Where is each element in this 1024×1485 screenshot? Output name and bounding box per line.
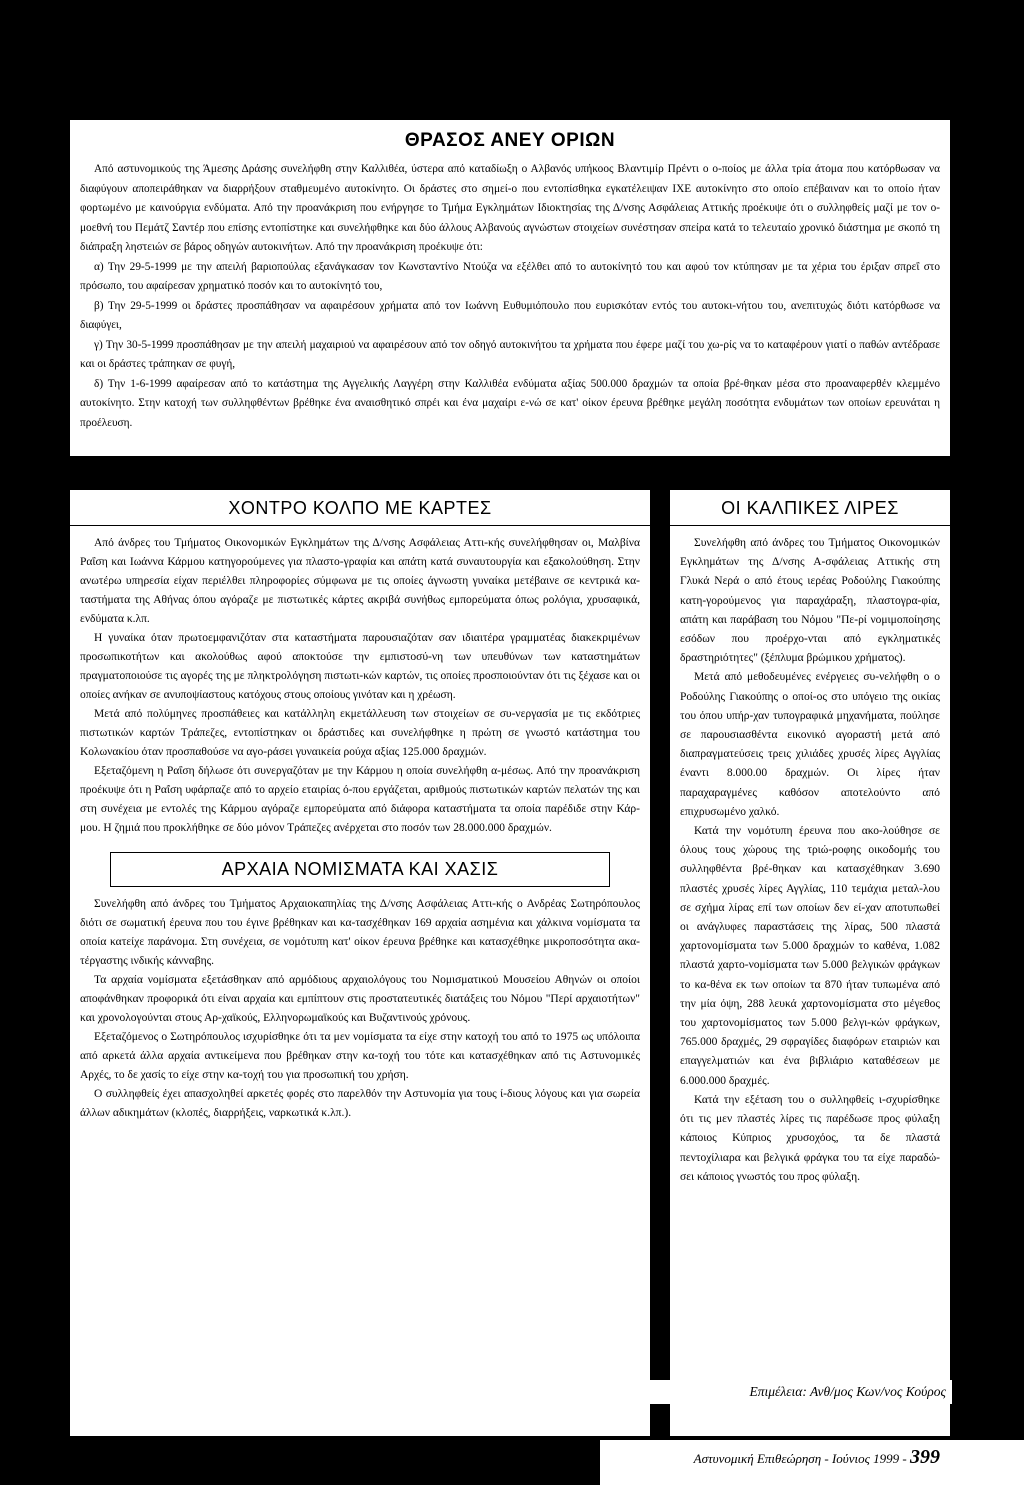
page-number: 399	[910, 1446, 940, 1468]
article-paragraph: β) Την 29-5-1999 οι δράστες προσπάθησαν να αφαιρέσουν χρήματα από τον Ιωάννη Ευθυμιόπουλο που ευρισκόταν εντός του αυτοκι-νήτου του, ανεπιτυχώς διότι κατόρθωσε να διαφύγει,	[80, 299, 940, 331]
article-title: ΧΟΝΤΡΟ ΚΟΛΠΟ ΜΕ ΚΑΡΤΕΣ	[70, 490, 650, 526]
article-paragraph: Συνελήφθη από άνδρες του Τμήματος Οικονομικών Εγκλημάτων της Δ/νσης Α-σφάλειας Αττικής στη Γλυκά Νερά ο από έτους ιερέας Ροδούλης Γιακούπης κατη-γορούμενος για παραχάραξη, πλαστογρα-φία, απάτη και παράβαση του Νόμου "Πε-ρί νομιμοποίησης εσόδων που προέρχο-νται από εγκληματικές δραστηριότητες" (ξέπλυμα βρώμικου χρήματος).	[680, 537, 940, 665]
journal-name: Αστυνομική Επιθεώρηση - Ιούνιος 1999 -	[693, 1451, 907, 1466]
right-column	[668, 488, 952, 1438]
editor-credit: Επιμέλεια: Ανθ/μος Κων/νος Κούρος	[560, 1380, 952, 1404]
article-paragraph: Μετά από πολύμηνες προσπάθειες και κατάλληλη εκμετάλλευση των στοιχείων σε συ-νεργασία με τις εκδότριες πιστωτικών καρτών Τράπεζες, εντοπίστηκαν οι δράστιδες και συνελήφθηκε η πρώτη σε γνωστό κατάστημα του Κολωνακίου όταν προσπαθούσε να αγο-ράσει γυναικεία ρούχα αξίας 125.000 δραχμών.	[80, 708, 640, 758]
article-title: ΟΙ ΚΑΛΠΙΚΕΣ ΛΙΡΕΣ	[670, 490, 950, 526]
article-paragraph: Μετά από μεθοδευμένες ενέργειες συ-νελήφθη ο ο Ροδούλης Γιακούπης ο οποί-ος στο υπόγειο της οικίας του όπου υπήρ-χαν τυπογραφικά μηχανήματα, πούλησε σε παρουσιασθέντα εικονικό αγοραστή μετά από διαπραγματεύσεις τρεις χιλιάδες χρυσές λίρες Αγγλίας έναντι 8.000.00 δραχμών. Οι λίρες ήταν παραχαραγμένες καθόσον αποτελούντο από επιχρυσωμένο χαλκό.	[680, 671, 940, 818]
article-paragraph: α) Την 29-5-1999 με την απειλή βαριοπούλας εξανάγκασαν τον Κωνσταντίνο Ντούζα να εξέλθει από το αυτοκίνητό του και αφού τον κτύπησαν με τα χέρια του έριξαν σπρεΐ στο πρόσωπο, του αφαίρεσαν χρηματικό ποσόν και το αυτοκίνητό του,	[80, 260, 940, 292]
article-paragraph: δ) Την 1-6-1999 αφαίρεσαν από το κατάστημα της Αγγελικής Λαγγέρη στην Καλλιθέα ενδύματα αξίας 500.000 δραχμών τα οποία βρέ-θηκαν μέσα στο προαναφερθέν κλεμμένο αυτοκίνητο. Στην κατοχή των συλληφθέντων βρέθηκε ένα αναισθητικό σπρέι και ένα μαχαίρι ε-νώ σε κατ' οίκον έρευνα βρέθηκε μεγάλη ποσότητα ενδυμάτων των οποίων ερευνάται η προέλευση.	[80, 377, 940, 429]
article-paragraph: Από αστυνομικούς της Άμεσης Δράσης συνελήφθη στην Καλλιθέα, ύστερα από καταδίωξη ο Αλβανός υπήκοος Βλαντιμίρ Πρέντι ο ο-ποίος με άλλα τρία άτομα που κατόρθωσαν να διαφύγουν αποπειράθηκαν να διαρρήξουν σταθμευμένο αυτοκίνητο. Οι δράστες στο σημεί-ο που εντοπίσθηκα εγκατέλειψαν ΙΧΕ αυτοκίνητο στο οποίο επέβαιναν και το οποίο ήταν φορτωμένο με καινούργια ενδύματα. Από την προανάκριση που ενήργησε το Τμήμα Εγκλημάτων Ιδιοκτησίας της Δ/νσης Ασφάλειας Αττικής προέκυψε ότι ο συλληφθείς μαζί με τον ο-μοεθνή του Πεμάτζ Σαντέρ που επίσης εντοπίστηκε και συνελήφθηκε και δύο άλλους Αλβανούς αγνώστων στοιχείων συνέστησαν σπείρα κατά το τελευταίο χρονικό διάστημα με σκοπό τη διάπραξη ληστειών σε βάρος οδηγών αυτοκινήτων. Από την προανάκριση προέκυψε ότι:	[80, 163, 940, 253]
article-paragraph: Συνελήφθη από άνδρες του Τμήματος Αρχαιοκαπηλίας της Δ/νσης Ασφάλειας Αττι-κής ο Ανδρέας Σωτηρόπουλος διότι σε σωματική έρευνα που του έγινε βρέθηκαν και κα-τασχέθηκαν 169 αρχαία ασημένια και χάλκινα νομίσματα τα οποία κατείχε παράνομα. Στη συνέχεια, σε νομότυπη κατ' οίκον έρευνα βρέθηκε και κατασχέθηκε μικροποσότητα ακα-τέργαστης ινδικής κάνναβης.	[80, 898, 640, 967]
article-title: ΑΡΧΑΙΑ ΝΟΜΙΣΜΑΤΑ ΚΑΙ ΧΑΣΙΣ	[110, 852, 610, 887]
article-title: ΘΡΑΣΟΣ ΑΝΕΥ ΟΡΙΩΝ	[404, 130, 616, 151]
top-article	[68, 118, 952, 458]
article-paragraph: Κατά την εξέταση του ο συλληφθείς ι-σχυρίσθηκε ότι τις μεν πλαστές λίρες τις παρέδωσε προς φύλαξη κάποιος Κύπριος χρυσοχόος, τα δε πλαστά πεντοχίλιαρα και βελγικά φράγκα του τα είχε παραδώ-σει κάποιος γνωστός του προς φύλαξη.	[680, 1093, 940, 1183]
footer-line	[620, 1446, 940, 1469]
article-paragraph: γ) Την 30-5-1999 προσπάθησαν με την απειλή μαχαιριού να αφαιρέσουν από τον οδηγό αυτοκινήτου τα χρήματα που έφερε μαζί του χω-ρίς να το καταφέρουν γιατί ο παθών αντέδρασε και οι δράστες τράπηκαν σε φυγή,	[80, 338, 940, 370]
article-paragraph: Κατά την νομότυπη έρευνα που ακο-λούθησε σε όλους τους χώρους της τριώ-ροφης οικοδομής του συλληφθέντα βρέ-θηκαν και κατασχέθηκαν 3.690 πλαστές χρυσές λίρες Αγγλίας, 110 τεμάχια μεταλ-λου σε σχήμα λίρας επί των οποίων δεν εί-χαν αποτυπωθεί οι ανάγλυφες παραστάσεις της λίρας, 500 πλαστά χαρτονομίσματα των 5.000 δραχμών το καθένα, 1.082 πλαστά χαρτο-νομίσματα των 5.000 βελγικών φράγκων το κα-θένα εκ των οποίων τα 870 ήταν τυπωμένα από την μία όψη, 288 λευκά χαρτονομίσματα στο μέγεθος του χαρτονομίσματος των 5.000 βελγι-κών φράγκων, 765.000 δραχμές, 29 σφραγίδες διαφόρων εταιριών και επαγγελματιών και ένα βιβλιάριο καταθέσεων με 6.000.000 δραχμές.	[680, 825, 940, 1087]
article-paragraph: Τα αρχαία νομίσματα εξετάσθηκαν από αρμόδιους αρχαιολόγους του Νομισματικού Μουσείου Αθηνών οι οποίοι αποφάνθηκαν προφορικά ότι είναι αρχαία και εμπίπτουν στις προστατευτικές διατάξεις του Νόμου "Περί αρχαιοτήτων" και χρονολογούνται στους Αρ-χαϊκούς, Ελληνορωμαϊκούς και Βυζαντινούς χρόνους.	[80, 974, 640, 1024]
article-paragraph: Εξεταζόμενος ο Σωτηρόπουλος ισχυρίσθηκε ότι τα μεν νομίσματα τα είχε στην κατοχή του από το 1975 ως υπόλοιπα από αρκετά άλλα αρχαία αντικείμενα που βρέθηκαν στην κα-τοχή του τότε και κατασχέθηκαν από τις Αστυνομικές Αρχές, το δε χασίς το είχε στην κα-τοχή του για προσωπική του χρήση.	[80, 1031, 640, 1081]
article-paragraph: Από άνδρες του Τμήματος Οικονομικών Εγκλημάτων της Δ/νσης Ασφάλειας Αττι-κής συνελήφθησαν οι, Μαλβίνα Ραΐση και Ιωάννα Κάρμου κατηγορούμενες για πλαστο-γραφία και απάτη κατά συναυτουργία και εξακολούθηση. Στην ανωτέρω υπηρεσία είχαν περιέλθει πληροφορίες σύμφωνα με τις οποίες άγνωστη γυναίκα μετέβαινε σε κεντρικά κα-ταστήματα της Αθήνας όπου αγόραζε με πιστωτικές κάρτες ακριβά συνήθως εμπορεύματα όπως ρολόγια, χρυσαφικά, ενδύματα κ.λπ.	[80, 537, 640, 625]
article-paragraph: Εξεταζόμενη η Ραΐση δήλωσε ότι συνεργαζόταν με την Κάρμου η οποία συνελήφθη α-μέσως. Από την προανάκριση προέκυψε ότι η Ραΐση υφάρπαζε από το αρχείο εταιρίας ό-που εργάζεται, αριθμούς πιστωτικών καρτών πελατών της και στη συνέχεια με εντολές της Κάρμου αγόραζε εμπορεύματα από διάφορα καταστήματα τα οποία παρέδιδε στην Κάρ-μου. Η ζημιά που προκλήθηκε σε δύο μόνον Τράπεζες ανέρχεται στο ποσόν των 28.000.000 δραχμών.	[80, 765, 640, 834]
left-column	[68, 488, 652, 1438]
article-paragraph: Ο συλληφθείς έχει απασχοληθεί αρκετές φορές στο παρελθόν την Αστυνομία για τους ί-διους λόγους και για σωρεία άλλων αδικημάτων (κλοπές, διαρρήξεις, ναρκωτικά κ.λπ.).	[80, 1088, 640, 1119]
article-paragraph: Η γυναίκα όταν πρωτοεμφανιζόταν στα καταστήματα παρουσιαζόταν σαν ιδιαιτέρα γραμματέας διακεκριμένων προσωπικοτήτων και ακολούθως αφού αποκτούσε την εμπιστοσύ-νη των υπευθύνων των καταστημάτων πραγματοποιούσε τις αγορές της με πληκτρολόγηση πιστωτι-κών καρτών, τις οποίες προσποιούνταν ότι τις ξέχασε και οι οποίες ανήκαν σε ανυποψίαστους κατόχους στους οποίους γινόταν και η χρέωση.	[80, 632, 640, 701]
